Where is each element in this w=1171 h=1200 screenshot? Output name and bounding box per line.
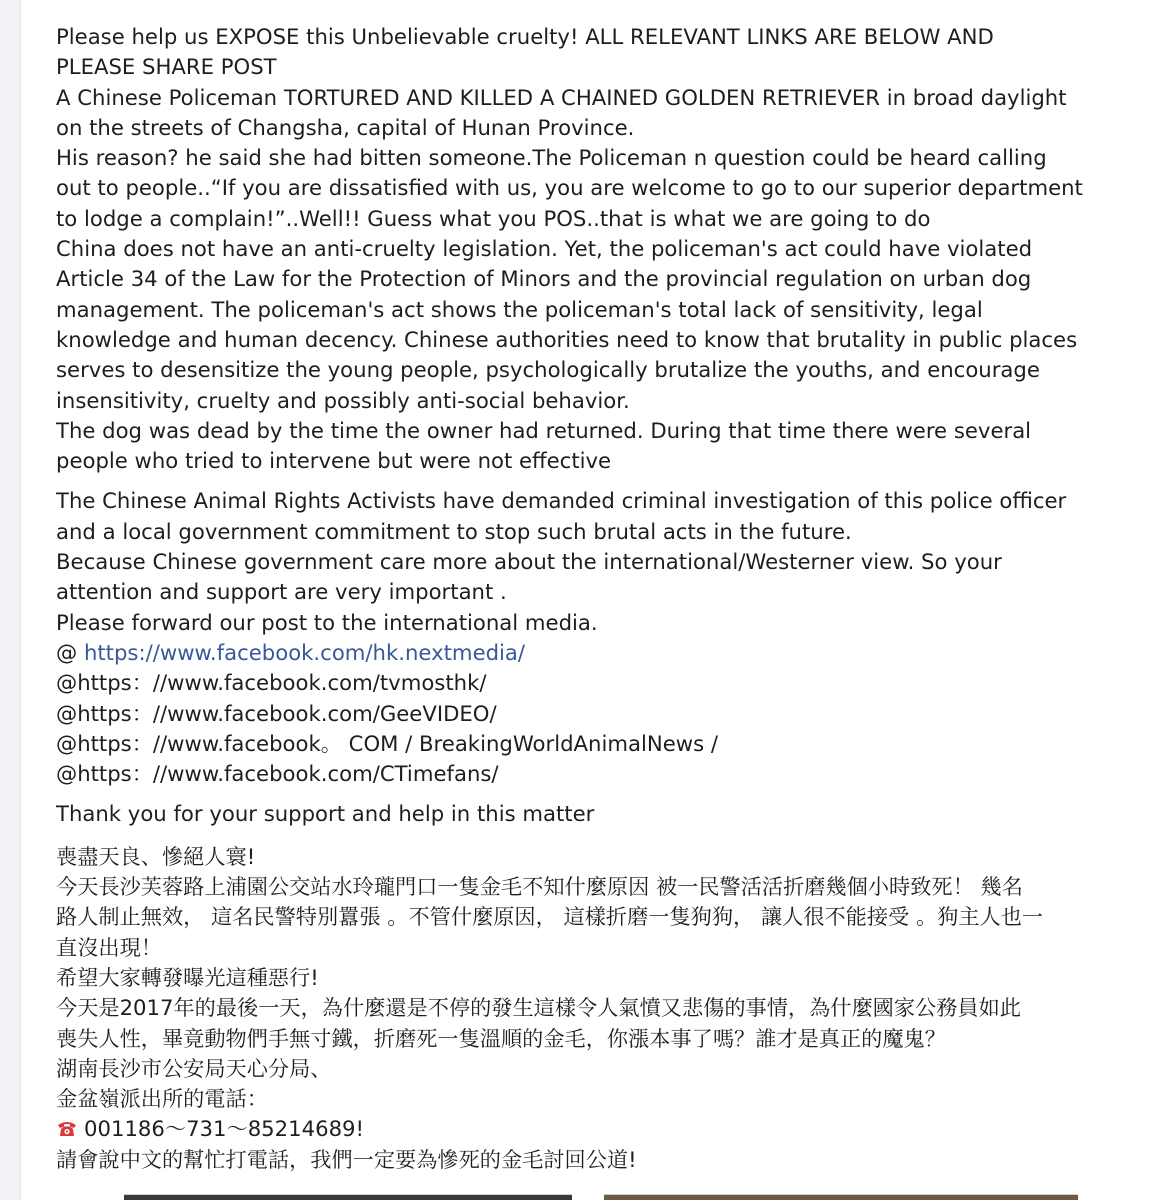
text-line: China does not have an anti-cruelty legislation. Yet, the policeman's act could have violated <box>56 236 1033 262</box>
mention-prefix: @ <box>56 639 84 665</box>
mention-line: @https：//www.facebook.com/GeeVIDEO/ <box>56 700 497 726</box>
text-line: 金盆嶺派出所的電話： <box>56 1086 268 1112</box>
text-line: on the streets of Changsha, capital of Hunan Province. <box>56 114 635 140</box>
text-line: 今天是2017年的最後一天，為什麼還是不停的發生這樣令人氣憤又悲傷的事情，為什麼國家公務員如此 <box>56 995 1021 1021</box>
text-line: 直沒出現！ <box>56 934 162 960</box>
post-body <box>56 22 1161 1175</box>
text-line: A Chinese Policeman TORTURED AND KILLED A CHAINED GOLDEN RETRIEVER in broad daylight <box>56 84 1067 110</box>
text-line: Because Chinese government care more about the international/Westerner view. So your <box>56 549 1002 575</box>
mention-line: @https：//www.facebook.com/CTimefans/ <box>56 761 499 787</box>
mention-line: @https：//www.facebook。 COM / BreakingWorldAnimalNews / <box>56 730 719 756</box>
post-paragraph-chinese <box>56 842 1161 1175</box>
thanks-line: Thank you for your support and help in this matter <box>56 801 595 827</box>
left-sidebar-strip <box>0 0 21 1200</box>
nextmedia-link[interactable]: https://www.facebook.com/hk.nextmedia/ <box>83 639 526 665</box>
text-line: to lodge a complain!”..Well!! Guess what you POS..that is what we are going to do <box>56 205 931 231</box>
text-line: serves to desensitize the young people, psychologically brutalize the youths, and encourage <box>56 357 1040 383</box>
text-line: knowledge and human decency. Chinese authorities need to know that brutality in public places <box>56 326 1078 352</box>
text-line: attention and support are very important . <box>56 579 507 605</box>
text-line: PLEASE SHARE POST <box>56 54 277 80</box>
text-line: and a local government commitment to stop such brutal acts in the future. <box>56 518 852 544</box>
phone-line <box>56 1114 1161 1144</box>
post-paragraph-english <box>56 22 1161 476</box>
attached-photo[interactable] <box>604 1194 1078 1200</box>
text-line: Please forward our post to the international media. <box>56 609 598 635</box>
text-line: 希望大家轉發曝光這種惡行! <box>56 964 319 990</box>
text-line: insensitivity, cruelty and possibly anti-social behavior. <box>56 387 630 413</box>
text-line: 路人制止無效， 這名民警特別囂張 。不管什麼原因， 這樣折磨一隻狗狗， 讓人很不能接受 。狗主人也一 <box>56 904 1044 930</box>
text-line: The dog was dead by the time the owner had returned. During that time there were several <box>56 417 1032 443</box>
attached-photo[interactable] <box>124 1194 572 1200</box>
text-line: 喪盡天良、慘絕人寰! <box>56 843 256 869</box>
attached-photos-strip <box>0 1194 1171 1200</box>
text-line: The Chinese Animal Rights Activists have demanded criminal investigation of this police officer <box>56 488 1067 514</box>
text-line: out to people..“If you are dissatisfied with us, you are welcome to go to our superior department <box>56 175 1083 201</box>
telephone-icon <box>56 1120 78 1138</box>
text-line: His reason? he said she had bitten someone.The Policeman n question could be heard calling <box>56 145 1047 171</box>
text-line: Please help us EXPOSE this Unbelievable cruelty! ALL RELEVANT LINKS ARE BELOW AND <box>56 24 994 49</box>
text-line: people who tried to intervene but were not effective <box>56 448 612 474</box>
text-line: 請會說中文的幫忙打電話，我們一定要為慘死的金毛討回公道! <box>56 1146 637 1172</box>
text-line: Article 34 of the Law for the Protection of Minors and the provincial regulation on urban dog <box>56 266 1032 292</box>
mention-line <box>56 638 1161 668</box>
post-paragraph-activists <box>56 486 1161 789</box>
text-line: 喪失人性，畢竟動物們手無寸鐵，折磨死一隻溫順的金毛，你漲本事了嗎？誰才是真正的魔鬼？ <box>56 1025 946 1051</box>
mention-line: @https：//www.facebook.com/tvmosthk/ <box>56 670 487 696</box>
text-line: management. The policeman's act shows the policeman's total lack of sensitivity, legal <box>56 296 983 322</box>
phone-number: 001186～731～85214689! <box>84 1116 365 1142</box>
text-line: 湖南長沙市公安局天心分局、 <box>56 1055 332 1081</box>
text-line: 今天長沙芙蓉路上浦園公交站水玲瓏門口一隻金毛不知什麼原因 被一民警活活折磨幾個小時致死！ 幾名 <box>56 874 1023 900</box>
